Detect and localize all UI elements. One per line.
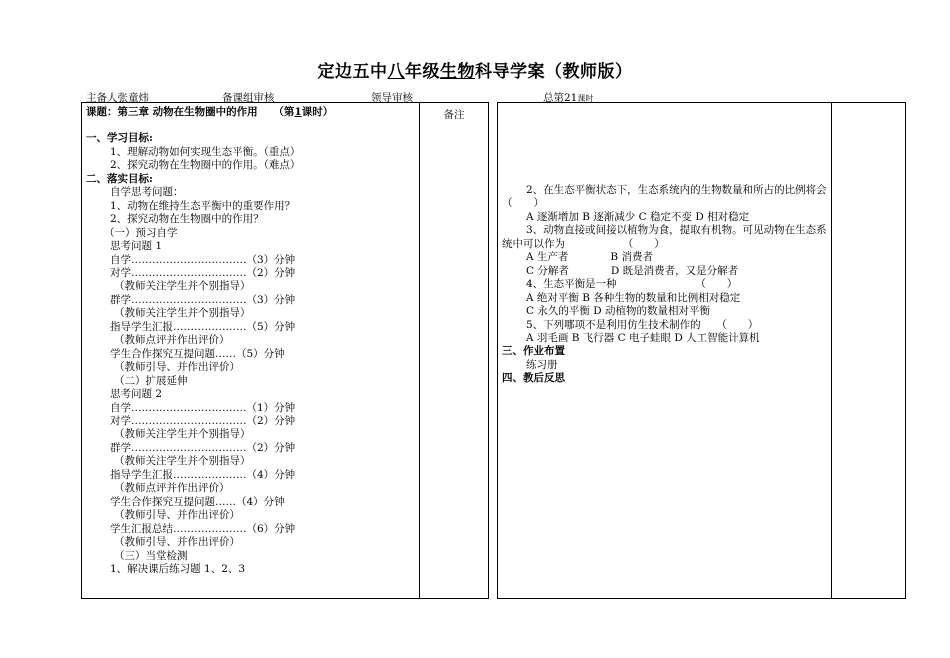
question-3-options-a-b: A 生产者 B 消费者 bbox=[526, 251, 653, 264]
question-4: 4、生态平衡是一种 （ ） bbox=[526, 278, 738, 291]
question-4-options-c-d: C 永久的平衡 D 动植物的数量相对平衡 bbox=[526, 305, 710, 318]
list-item: 2、探究动物在生物圈中的作用。（难点） bbox=[110, 159, 301, 172]
list-item: 对学……………………………（2）分钟 bbox=[110, 414, 296, 427]
page-title: 定边五中八年级生物科导学案（教师版） bbox=[317, 62, 633, 82]
list-item: （教师关注学生并个别指导） bbox=[114, 307, 251, 320]
remark-header: 备注 bbox=[443, 109, 465, 121]
right-panel bbox=[497, 102, 906, 599]
lesson-plan-content bbox=[86, 106, 419, 576]
list-item: 思考问题 2 bbox=[110, 388, 163, 401]
question-4-options-a-b: A 绝对平衡 B 各种生物的数量和比例相对稳定 bbox=[526, 291, 741, 304]
list-item: 指导学生汇报…………………（4）分钟 bbox=[110, 468, 296, 481]
lesson-topic: 课题：第三章 动物在生物圈中的作用 （第1课时） bbox=[86, 106, 334, 118]
list-item: （三）当堂检测 bbox=[114, 549, 188, 562]
leader-review-field: 领导审核 bbox=[371, 92, 413, 104]
list-item: 对学……………………………（2）分钟 bbox=[110, 266, 296, 279]
left-panel bbox=[81, 102, 489, 599]
list-item: 思考问题 1 bbox=[110, 240, 163, 253]
list-item: 1、动物在维持生态平衡中的重要作用？ bbox=[110, 199, 296, 212]
list-item: （教师关注学生并个别指导） bbox=[114, 428, 251, 441]
preparer-field: 主备人张童炜 bbox=[86, 92, 149, 104]
column-divider bbox=[831, 103, 832, 598]
list-item: 自学……………………………（1）分钟 bbox=[110, 401, 296, 414]
list-item: 群学……………………………（2）分钟 bbox=[110, 441, 296, 454]
list-item: 1、解决课后练习题 1、2、3 bbox=[110, 562, 246, 575]
list-item: 自学思考问题： bbox=[110, 186, 184, 199]
list-item: （教师引导、并作出评价） bbox=[114, 536, 240, 549]
list-item: 指导学生汇报…………………（5）分钟 bbox=[110, 320, 296, 333]
list-item: （教师关注学生并个别指导） bbox=[114, 455, 251, 468]
total-lessons-field: 总第21课时 bbox=[543, 92, 594, 104]
homework-item: 练习册 bbox=[526, 358, 558, 371]
question-2: 2、在生态平衡状态下，生态系统内的生物数量和所占的比例将会 （ ） bbox=[502, 184, 901, 210]
list-item: （教师点评并作出评价） bbox=[114, 334, 230, 347]
subject-value: 生物 bbox=[440, 62, 475, 82]
list-item: 1、理解动物如何实现生态平衡。（重点） bbox=[110, 145, 301, 158]
list-item: 学生合作探究互提问题……（5）分钟 bbox=[110, 347, 285, 360]
list-item: （教师引导、并作出评价） bbox=[114, 509, 240, 522]
question-5-options: A 羽毛画 B 飞行器 C 电子蛙眼 D 人工智能计算机 bbox=[526, 331, 760, 344]
question-2-options: A 逐渐增加 B 逐渐减少 C 稳定不变 D 相对稳定 bbox=[526, 210, 750, 223]
question-3-options-c-d: C 分解者 D 既是消费者，又是分解者 bbox=[526, 264, 739, 277]
section-heading: 四、教后反思 bbox=[502, 372, 565, 385]
group-review-field: 备课组审核 bbox=[222, 92, 275, 104]
exercise-content bbox=[502, 184, 901, 386]
section-heading: 二、落实目标: bbox=[86, 172, 153, 185]
list-item: 学生汇报总结…………………（6）分钟 bbox=[110, 522, 296, 535]
grade-value: 八 bbox=[387, 62, 405, 82]
question-5: 5、下列哪项不是利用仿生技术制作的 （ ） bbox=[526, 318, 759, 331]
list-item: （教师引导、并作出评价） bbox=[114, 361, 240, 374]
list-item: （二）扩展延伸 bbox=[114, 374, 188, 387]
list-item: 2、探究动物在生物圈中的作用？ bbox=[110, 213, 264, 226]
column-divider bbox=[419, 103, 420, 598]
list-item: （教师关注学生并个别指导） bbox=[114, 280, 251, 293]
section-heading: 一、学习目标: bbox=[86, 132, 153, 145]
list-item: 群学……………………………（3）分钟 bbox=[110, 293, 296, 306]
list-item: 自学……………………………（3）分钟 bbox=[110, 253, 296, 266]
section-heading: 三、作业布置 bbox=[502, 345, 565, 358]
list-item: （一）预习自学 bbox=[104, 226, 178, 239]
list-item: 学生合作探究互提问题……（4）分钟 bbox=[110, 495, 285, 508]
question-3: 3、动物直接或间接以植物为食，提取有机物。可见动物在生态系统中可以作为 （ ） bbox=[502, 224, 827, 250]
list-item: （教师点评并作出评价） bbox=[114, 482, 230, 495]
